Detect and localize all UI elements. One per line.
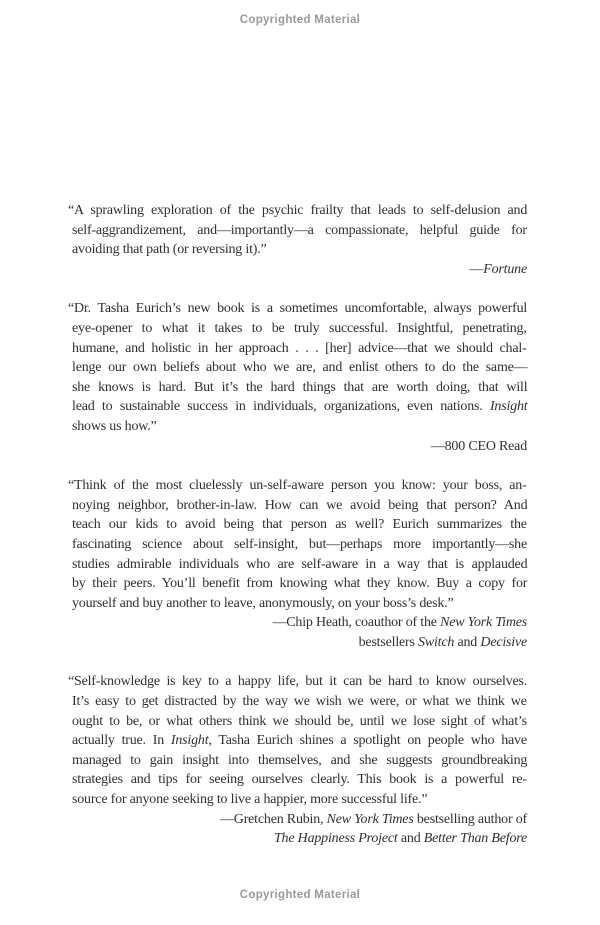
blurb-2-line-5: she knows is hard. But it’s the hard things that are worth doing, that will xyxy=(72,379,528,395)
blurb-2-line-2: eye-opener to what it takes to be truly successful. Insightful, penetrating, xyxy=(72,320,527,336)
blurb-1-attribution-1: —Fortune xyxy=(469,261,527,277)
blurb-4-line-4: actually true. In Insight, Tasha Eurich shines a spotlight on people who have xyxy=(72,733,527,749)
blurb-4-line-6: strategies and tips for seeing ourselves clearly. This book is a powerful re- xyxy=(72,772,527,788)
copyright-notice-top: Copyrighted Material xyxy=(239,14,361,26)
blurb-4-line-5: managed to gain insight into themselves, and she suggests groundbreaking xyxy=(72,752,528,768)
blurb-4-attribution-2: The Happiness Project and Better Than Before xyxy=(273,831,527,847)
blurb-3-line-6: by their peers. You’ll benefit from knowing what they know. Buy a copy for xyxy=(72,576,528,592)
blurb-2-line-6: lead to sustainable success in individuals, organizations, even nations. Insight xyxy=(72,399,528,415)
blurb-quote-3 xyxy=(68,476,527,652)
blurb-2-line-7: shows us how.” xyxy=(72,418,157,434)
blurb-1-line-3: avoiding that path (or reversing it).” xyxy=(72,242,267,258)
blurb-3-attribution-2: bestsellers Switch and Decisive xyxy=(358,634,527,650)
blurb-3-line-3: teach our kids to avoid being that person as well? Eurich summarizes the xyxy=(72,517,527,533)
blurb-3-line-7: yourself and buy another to leave, anonymously, on your boss’s desk.” xyxy=(72,595,454,611)
blurb-3-line-1: “Think of the most cluelessly un-self-aware person you know: your boss, an- xyxy=(68,478,527,494)
blurb-3-line-4: fascinating science about self-insight, but—perhaps more importantly—she xyxy=(72,536,527,552)
blurb-quote-1 xyxy=(68,201,527,279)
blurb-3-line-5: studies admirable individuals who are self-aware in a way that is applauded xyxy=(72,556,528,572)
blurb-4-line-3: ought to be, or what others think we should be, until we lose sight of what’s xyxy=(72,713,527,729)
blurb-4-line-1: “Self-knowledge is key to a happy life, but it can be hard to know ourselves. xyxy=(68,674,528,690)
praise-blurbs xyxy=(68,201,527,869)
blurb-2-line-1: “Dr. Tasha Eurich’s new book is a sometimes uncomfortable, always powerful xyxy=(68,301,528,317)
copyright-notice-bottom: Copyrighted Material xyxy=(239,889,361,901)
blurb-2-line-3: humane, and holistic in her approach . . . [her] advice—that we should chal- xyxy=(72,340,527,356)
blurb-2-line-4: lenge our own beliefs about who we are, and enlist others to do the same— xyxy=(72,360,528,376)
blurb-1-line-2: self-aggrandizement, and—importantly—a compassionate, helpful guide for xyxy=(72,222,527,238)
blurb-3-line-2: noying neighbor, brother-in-law. How can we avoid being that person? And xyxy=(72,497,528,513)
blurb-1-line-1: “A sprawling exploration of the psychic frailty that leads to self-delusion and xyxy=(68,203,528,218)
blurb-4-line-2: It’s easy to get distracted by the way we wish we were, or what we think we xyxy=(72,694,527,710)
blurb-4-attribution-1: —Gretchen Rubin, New York Times bestselling author of xyxy=(220,811,527,827)
blurb-quote-4 xyxy=(68,672,527,848)
blurb-2-attribution-1: —800 CEO Read xyxy=(430,438,527,454)
blurb-4-line-7: source for anyone seeking to live a happier, more successful life.” xyxy=(72,792,428,808)
blurb-quote-2 xyxy=(68,299,527,456)
blurb-3-attribution-1: —Chip Heath, coauthor of the New York Times xyxy=(272,615,527,631)
